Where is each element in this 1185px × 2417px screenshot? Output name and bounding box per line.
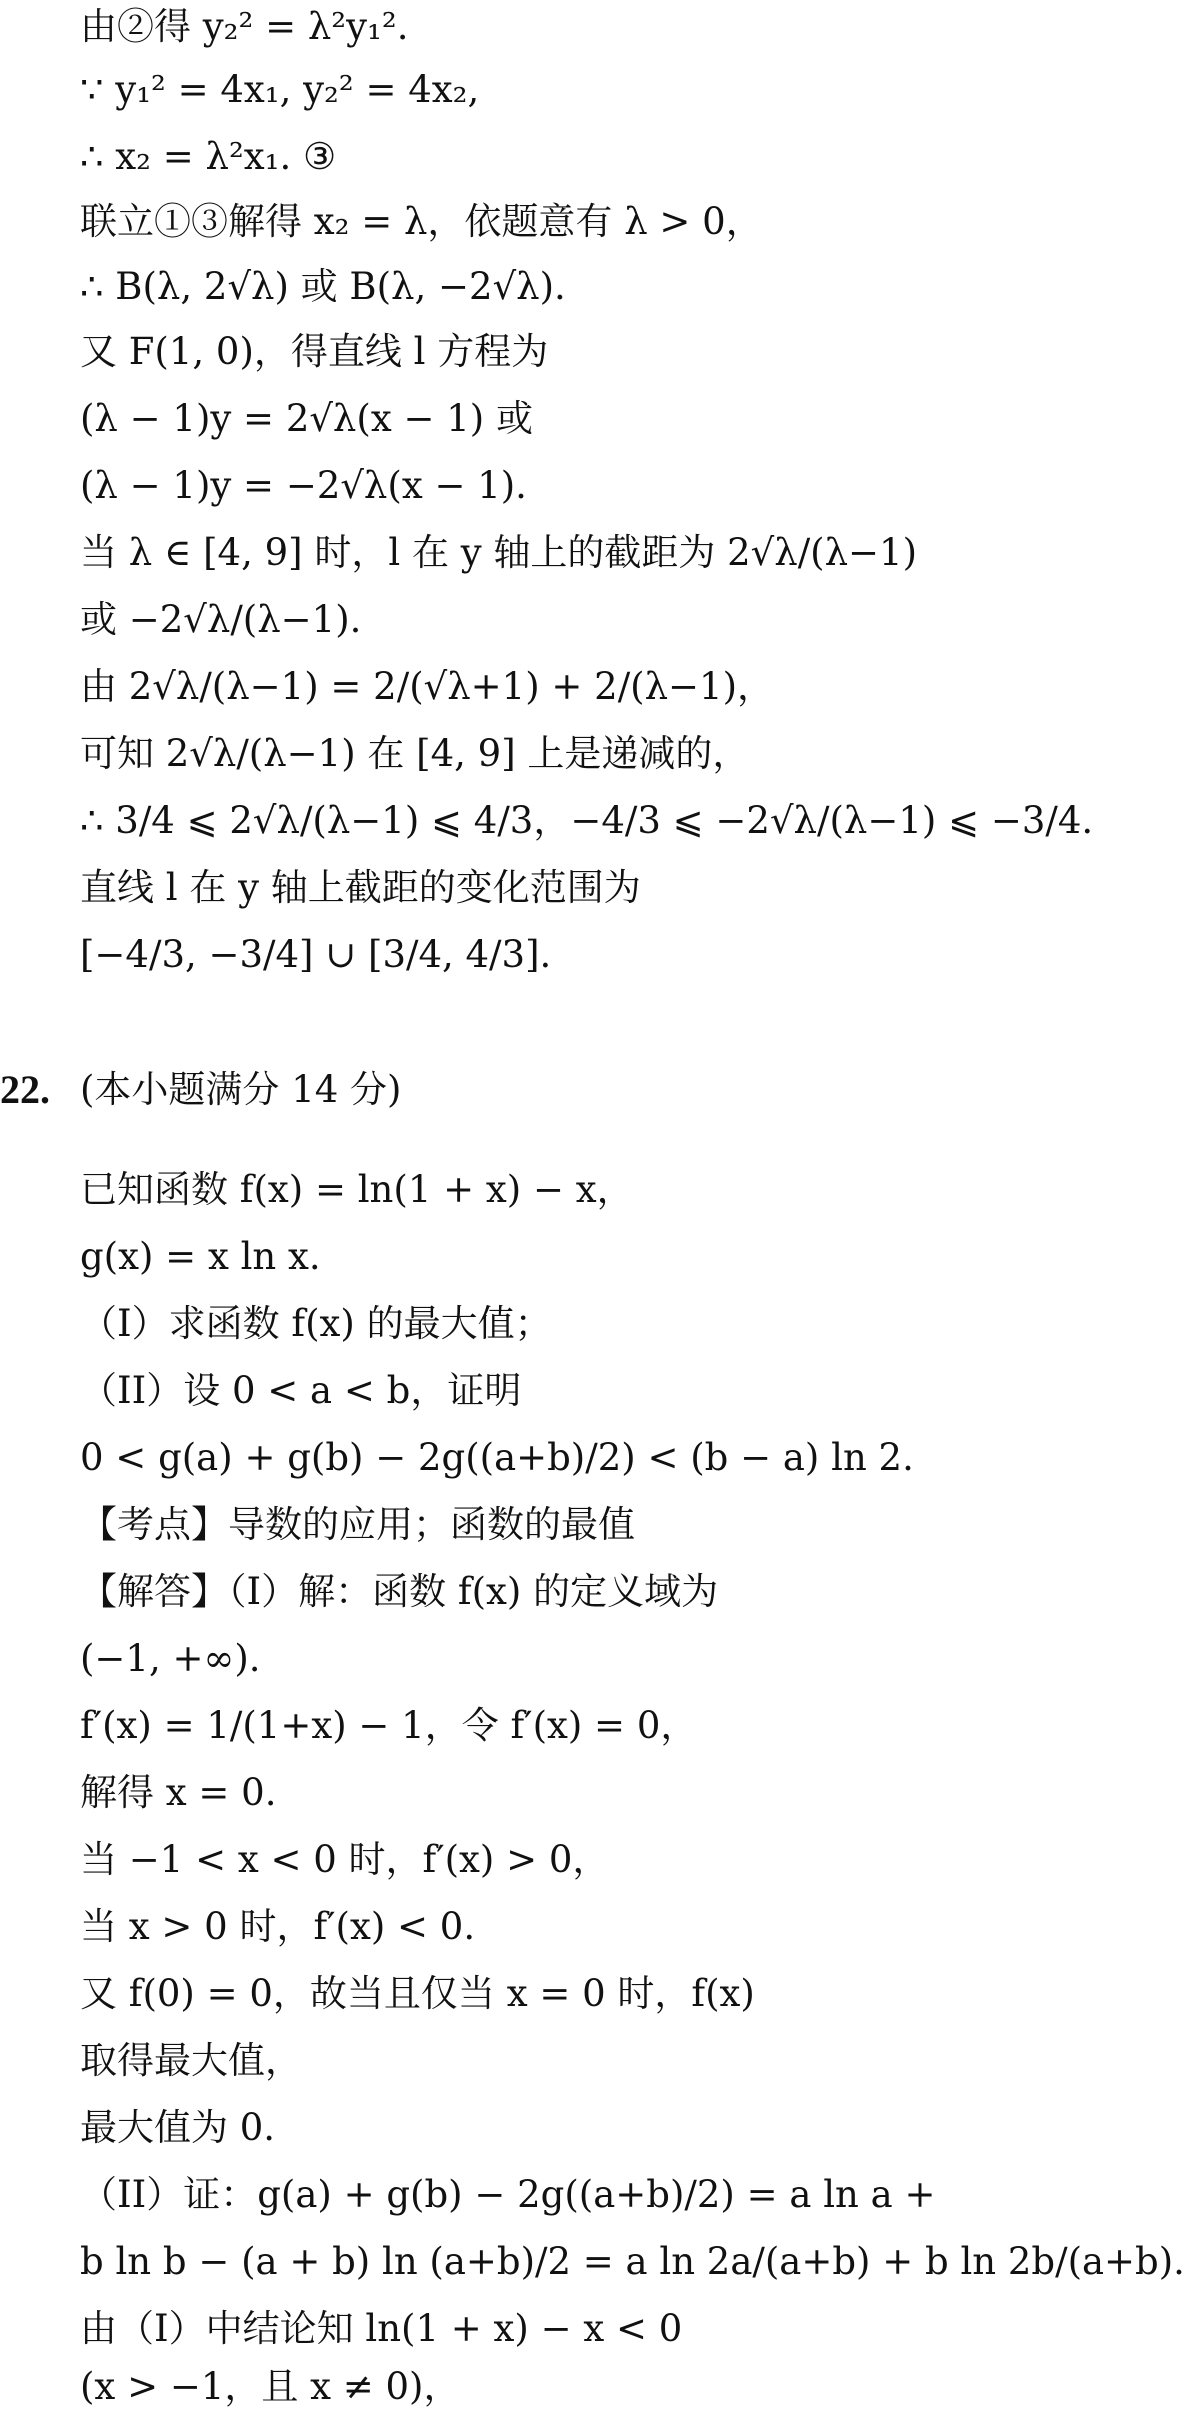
text-line: （II）设 0 < a < b，证明 (80, 1369, 522, 1412)
text-line: 又 F(1, 0)，得直线 l 方程为 (80, 330, 549, 373)
text-line: 联立①③解得 x₂ = λ，依题意有 λ > 0， (80, 200, 763, 243)
text-line: (−1, +∞). (80, 1637, 261, 1680)
text-line: ∴ 3/4 ⩽ 2√λ/(λ−1) ⩽ 4/3，−4/3 ⩽ −2√λ/(λ−1) ⩽ −3/4. (80, 799, 1094, 842)
text-line: 可知 2√λ/(λ−1) 在 [4, 9] 上是递减的， (80, 732, 750, 775)
text-line: [−4/3, −3/4] ∪ [3/4, 4/3]. (80, 933, 552, 976)
text-line: 解得 x = 0. (80, 1771, 277, 1814)
text-line: (x > −1，且 x ≠ 0)， (80, 2365, 461, 2408)
text-line: ∴ B(λ, 2√λ) 或 B(λ, −2√λ). (80, 265, 566, 308)
text-line: 由（I）中结论知 ln(1 + x) − x < 0 (80, 2307, 683, 2350)
text-line: 最大值为 0. (80, 2106, 276, 2149)
text-line: （II）证：g(a) + g(b) − 2g((a+b)/2) = a ln a + (80, 2173, 936, 2216)
text-line: g(x) = x ln x. (80, 1235, 321, 1278)
text-line: ∵ y₁² = 4x₁, y₂² = 4x₂, (80, 68, 480, 111)
text-line: 【解答】（I）解：函数 f(x) 的定义域为 (80, 1570, 719, 1613)
text-line: 已知函数 f(x) = ln(1 + x) − x， (80, 1168, 634, 1211)
question-header: (本小题满分 14 分) (80, 1068, 402, 1111)
text-line: f′(x) = 1/(1+x) − 1，令 f′(x) = 0， (80, 1704, 698, 1747)
text-line: (λ − 1)y = 2√λ(x − 1) 或 (80, 397, 533, 440)
text-line: 当 λ ∈ [4, 9] 时，l 在 y 轴上的截距为 2√λ/(λ−1) (80, 531, 918, 574)
text-line: 取得最大值， (80, 2039, 302, 2082)
text-line: ∴ x₂ = λ²x₁. ③ (80, 135, 337, 178)
text-line: b ln b − (a + b) ln (a+b)/2 = a ln 2a/(a+b) + b ln 2b/(a+b). (80, 2240, 1185, 2283)
text-line: (λ − 1)y = −2√λ(x − 1). (80, 464, 527, 507)
text-line: 当 x > 0 时，f′(x) < 0. (80, 1905, 476, 1948)
question-number: 22. (0, 1067, 50, 1112)
text-line: 0 < g(a) + g(b) − 2g((a+b)/2) < (b − a) ln 2. (80, 1436, 914, 1479)
text-line: 当 −1 < x < 0 时，f′(x) > 0， (80, 1838, 610, 1881)
text-line: 由 2√λ/(λ−1) = 2/(√λ+1) + 2/(λ−1)， (80, 665, 775, 708)
text-line: 或 −2√λ/(λ−1). (80, 598, 362, 641)
text-line: 直线 l 在 y 轴上截距的变化范围为 (80, 866, 641, 909)
text-line: （I）求函数 f(x) 的最大值； (80, 1302, 552, 1345)
text-line: 又 f(0) = 0，故当且仅当 x = 0 时，f(x) (80, 1972, 755, 2015)
text-line: 【考点】导数的应用；函数的最值 (80, 1503, 635, 1546)
text-line: 由②得 y₂² = λ²y₁². (80, 5, 409, 48)
